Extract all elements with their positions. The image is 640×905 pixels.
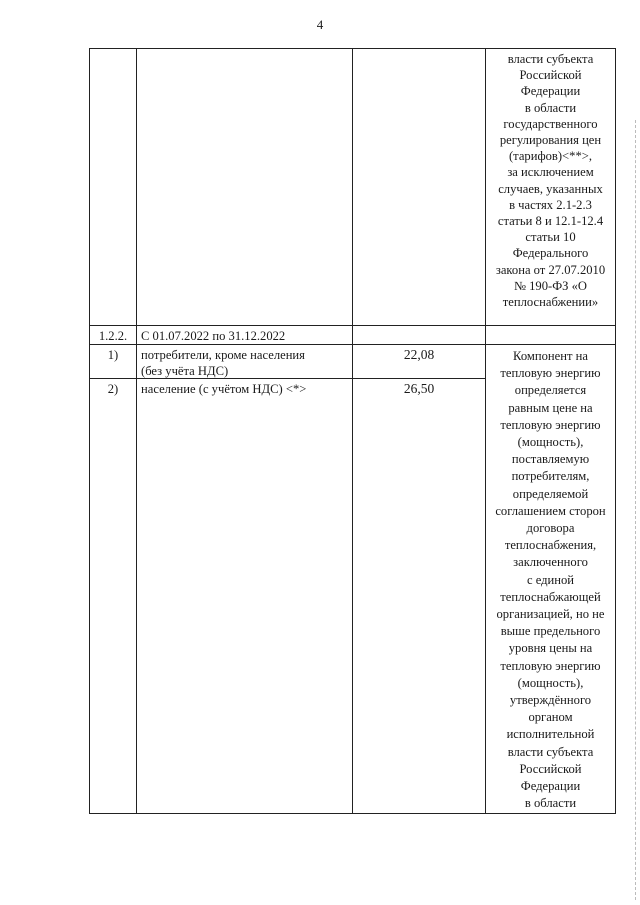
section-number: 1.2.2. [98, 329, 128, 343]
row-1-value: 22,08 [403, 347, 435, 362]
row-2-consumer-name: население (с учётом НДС) <*> [141, 382, 307, 396]
row-1-consumer-name: потребители, кроме населения (без учёта НДС) [141, 348, 305, 379]
column-divider-1 [136, 48, 137, 814]
row-2-number: 2) [107, 382, 119, 396]
column-divider-2 [352, 48, 353, 814]
row-1-number: 1) [107, 348, 119, 362]
table-left-border [89, 48, 90, 814]
tariff-table [89, 48, 616, 814]
page-number: 4 [316, 17, 324, 32]
cell-authority-continuation: власти субъекта Российской Федерации в области государственного регулирования цен (тарифов)<**>, за исключением случаев, указанных в частях 2.1-2.3 статьи 8 и 12.1-12.4 статьи 10 Федерального закона от 27.07.2010 № 190-ФЗ «О теплоснабжении» [495, 52, 606, 310]
row-1-note: Компонент на тепловую энергию определяется равным цене на тепловую энергию (мощность), поставляемую потребителям, определяемой соглашением сторон договора теплоснабжения, заключенного с единой теплоснабжающей организацией, но не выше предельного уровня цены на тепловую энергию (мощность), утверждённого органом исполнительной власти субъекта Российской Федерации в области [495, 349, 606, 811]
column-divider-3 [485, 48, 486, 814]
page-binding-edge [634, 120, 636, 900]
row-2-value: 26,50 [403, 381, 435, 396]
table-right-border [615, 48, 616, 814]
section-title: С 01.07.2022 по 31.12.2022 [141, 329, 286, 343]
